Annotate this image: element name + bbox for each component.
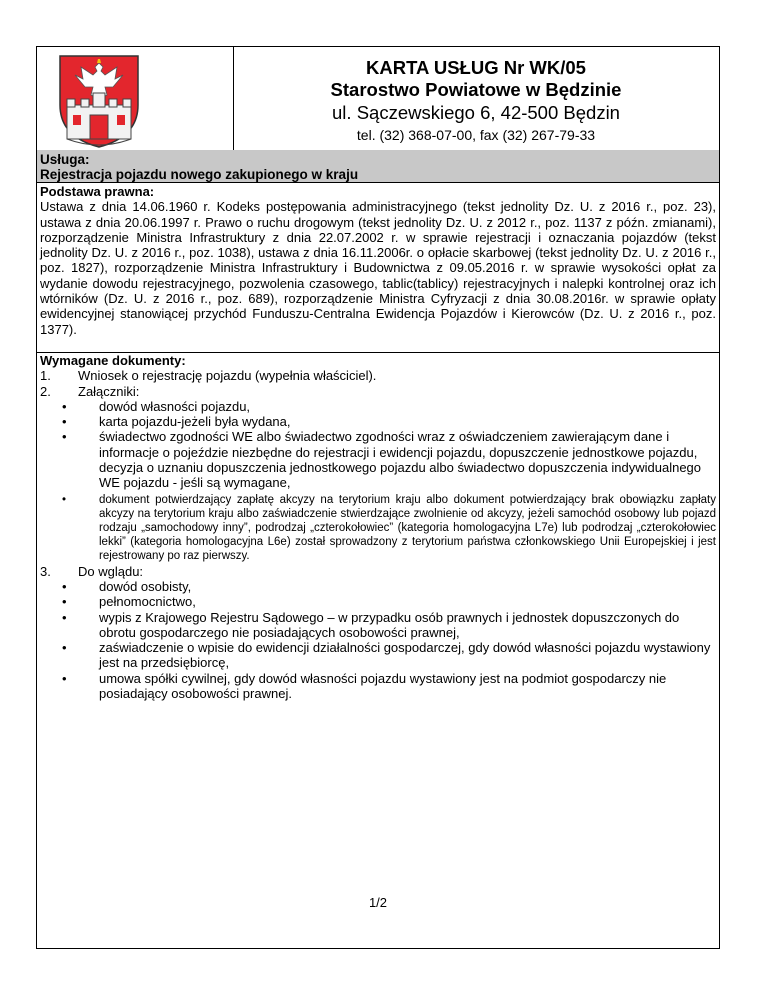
bullet-item bbox=[40, 493, 716, 563]
bullet-item bbox=[40, 579, 716, 594]
bullet-icon: • bbox=[62, 670, 67, 686]
list-item bbox=[40, 368, 716, 383]
service-label: Usługa: bbox=[40, 152, 90, 167]
coat-of-arms bbox=[57, 53, 141, 149]
item-text: Wniosek o rejestrację pojazdu (wypełnia właściciel). bbox=[78, 368, 377, 384]
bullet-icon: • bbox=[62, 429, 67, 445]
bullet-icon: • bbox=[62, 398, 67, 414]
item-number: 2. bbox=[40, 383, 51, 399]
bullet-text: umowa spółki cywilnej, gdy dowód własności pojazdu wystawiony jest na podmiot gospodarczy nie posiadający osobowości prawnej. bbox=[99, 670, 667, 702]
bullet-text: dokument potwierdzający zapłatę akcyzy na terytorium kraju albo dokument potwierdzający brak obowiązku zapłaty akcyzy na terytorium kraju albo zaświadczenie stwierdzające zwolnienie od akcyzy, jeżeli samochód osobowy lub pojazd rodzaju „samochodowy inny”, podrodzaj „czterokołowiec” (kategoria homologacyjna L7e) lub podrodzaj „czterokołowiec lekki” (kategoria homologacyjna L6e) został sprowadzony z terytorium państwa członkowskiego Unii Europejskiej i jest rejestrowany po raz pierwszy. bbox=[99, 493, 716, 562]
bullet-icon: • bbox=[62, 493, 67, 506]
legal-basis-label: Podstawa prawna: bbox=[40, 184, 155, 199]
bullet-text: dowód osobisty, bbox=[99, 578, 192, 594]
bullet-item bbox=[40, 414, 716, 429]
office-name: Starostwo Powiatowe w Będzinie bbox=[330, 79, 622, 100]
documents-label: Wymagane dokumenty: bbox=[40, 353, 186, 368]
card-title: KARTA USŁUG Nr WK/05 bbox=[366, 57, 586, 78]
item-number: 1. bbox=[40, 368, 51, 384]
list-item bbox=[40, 564, 716, 579]
office-address: ul. Sączewskiego 6, 42-500 Będzin bbox=[332, 102, 620, 123]
service-card bbox=[36, 46, 720, 949]
bullet-text: świadectwo zgodności WE albo świadectwo zgodności wraz z oświadczeniem zawierającym dane i informacje o pojeździe niezbędne do rejestracji i ewidencji pojazdu, dopuszczenie jednostkowe pojazdu, decyzja o uznaniu dopuszczenia jednostkowego pojazdu albo świadectwo dopuszczenia indywidualnego WE pojazdu - jeśli są wymagane, bbox=[99, 429, 702, 491]
bullet-icon: • bbox=[62, 414, 67, 430]
bullet-text: dowód własności pojazdu, bbox=[99, 398, 251, 414]
legal-basis-section bbox=[37, 183, 719, 353]
bullet-icon: • bbox=[62, 609, 67, 625]
legal-basis-text: Ustawa z dnia 14.06.1960 r. Kodeks postępowania administracyjnego (tekst jednolity Dz. U. z 2016 r., poz. 23), ustawa z dnia 20.06.1997 r. Prawo o ruchu drogowym (tekst jednolity Dz. U. z 2012 r., poz. 1137 z późn. zmianami), rozporządzenie Ministra Infrastruktury z dnia 22.07.2002 r. w sprawie rejestracji i oznaczania pojazdów (tekst jednolity Dz. U. z 2016 r., poz. 1038), ustawa z dnia 16.11.2006r. o opłacie skarbowej (tekst jednolity Dz. U. z 2016 r., poz. 1827), rozporządzenie Ministra Infrastruktury i Budownictwa z 09.05.2016 r. w sprawie wysokości opłat za wydanie dowodu rejestracyjnego, pozwolenia czasowego, tablic(tablicy) rejestracyjnych i nalepki kontrolnej oraz ich wtórników (Dz. U. z 2016 r., poz. 689), rozporządzenie Ministra Cyfryzacji z dnia 30.08.2016r. w sprawie opłaty ewidencyjnej stanowiącej przychód Funduszu-Centralna Ewidencja Pojazdów i Kierowców (Dz. U. z 2016 r., poz. 1377). bbox=[40, 199, 716, 337]
bullet-text: pełnomocnictwo, bbox=[99, 594, 196, 610]
office-contact: tel. (32) 368-07-00, fax (32) 267-79-33 bbox=[356, 127, 596, 143]
bullet-text: wypis z Krajowego Rejestru Sądowego – w przypadku osób prawnych i jednostek dopuszczonych do obrotu gospodarczego nie posiadających osobowości prawnej, bbox=[99, 609, 680, 640]
service-bar bbox=[37, 150, 719, 183]
crest-cell bbox=[37, 47, 234, 150]
bullet-text: karta pojazdu-jeżeli była wydana, bbox=[99, 414, 291, 430]
page-number: 1/2 bbox=[368, 895, 388, 910]
header bbox=[37, 47, 719, 151]
bullet-item bbox=[40, 399, 716, 414]
item-text: Załączniki: bbox=[78, 383, 140, 399]
bullet-item bbox=[40, 610, 716, 641]
bullet-icon: • bbox=[62, 640, 67, 656]
documents-section bbox=[37, 353, 719, 701]
bullet-icon: • bbox=[62, 594, 67, 610]
bullet-icon: • bbox=[62, 578, 67, 594]
bullet-item bbox=[40, 594, 716, 609]
list-item bbox=[40, 384, 716, 399]
bullet-item bbox=[40, 671, 716, 702]
service-name: Rejestracja pojazdu nowego zakupionego w kraju bbox=[40, 167, 359, 182]
bullet-item bbox=[40, 640, 716, 671]
bullet-item bbox=[40, 429, 716, 490]
item-number: 3. bbox=[40, 563, 51, 579]
item-text: Do wglądu: bbox=[78, 563, 144, 579]
header-titles bbox=[233, 47, 719, 150]
bullet-text: zaświadczenie o wpisie do ewidencji działalności gospodarczej, gdy dowód własności pojazdu wystawiony jest na przedsiębiorcę, bbox=[99, 640, 711, 671]
